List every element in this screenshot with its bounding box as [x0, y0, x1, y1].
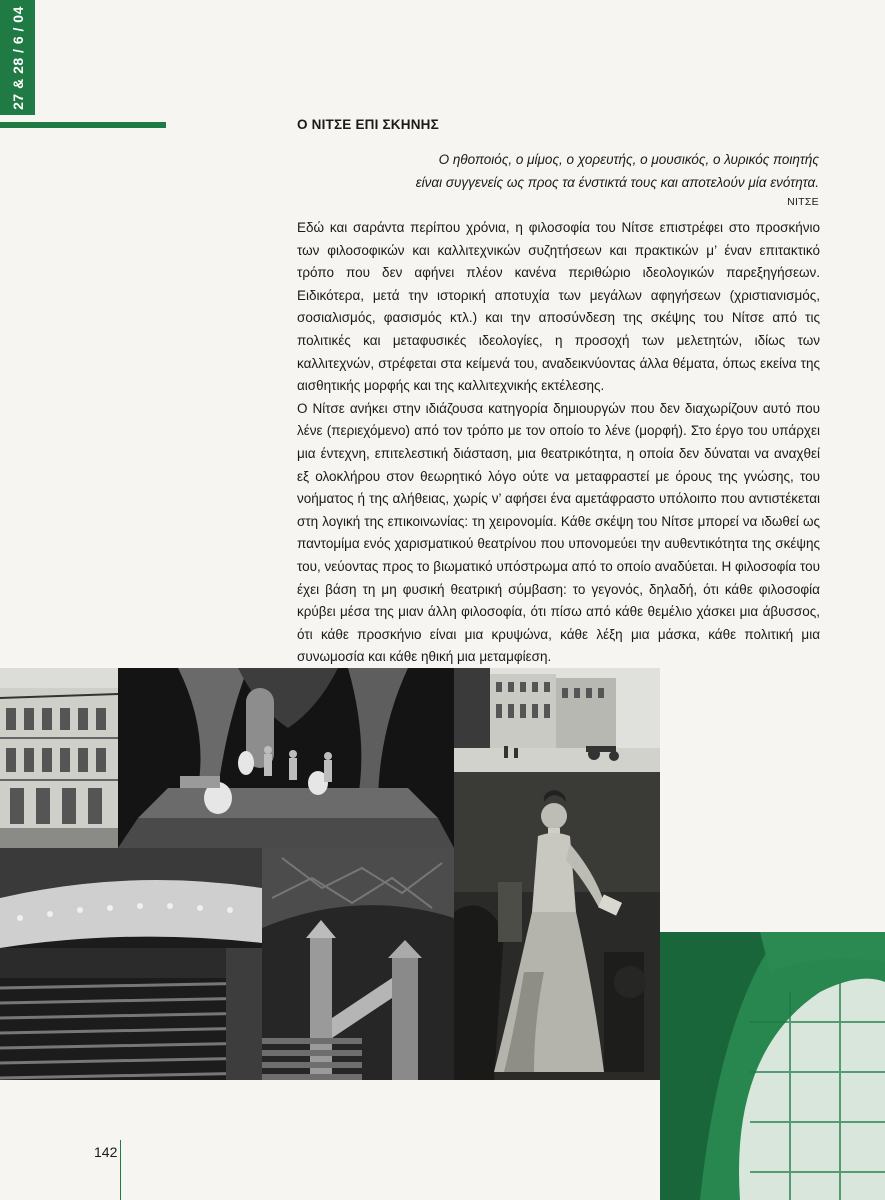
page-number-rule [120, 1140, 121, 1200]
header-rule [0, 122, 166, 128]
photo-theater-auditorium [0, 848, 262, 1080]
body-paragraph-2: Ο Νίτσε ανήκει στην ιδιάζουσα κατηγορία δημιουργών που δεν διαχωρίζουν αυτό που λένε (περιεχόμενο) από τον τρόπο με τον οποίο το λένε (μορφή). Στο έργο του υπάρχει μια έντεχνη, επιτελεστική διάσταση, μια θεατρικότητα, η οποία δεν δύναται να αναχθεί εξ ολοκλήρου στον θεωρητικό λόγο ούτε να μεταφραστεί με όρους της γνώσης, του νοήματος ή της αλήθειας, χωρίς ν’ αφήσει ένα αμετάφραστο υπόλοιπο που αντιστέκεται στη λογική της επικοινωνίας: τη χειρονομία. Κάθε σκέψη του Νίτσε μπορεί να ιδωθεί ως παντομίμα ενός χαρισματικού θεατρίνου που υπονομεύει την αυθεντικότητα της σκέψης του, νεύοντας προς το βιωματικό υπόστρωμα από το οποίο αναδύεται. Η φιλοσοφία του έχει βάση τη μη φυσική θεατρική σύμβαση: το γεγονός, δηλαδή, ότι κάθε φιλοσοφία κρύβει μέσα της μιαν άλλη φιλοσοφία, ότι πίσω από κάθε θεμέλιο χάσκει μια άβυσσος, ότι κάθε προσκήνιο είναι μια κρυψώνα, κάθε λέξη μια μάσκα, κάθε πολιτική μια συνωμοσία και κάθε ηθική μια μεταμφίεση. [297, 400, 820, 665]
photo-building-sketch [0, 668, 118, 848]
article-body [297, 217, 820, 669]
epigraph-line-1: Ο ηθοποιός, ο μίμος, ο χορευτής, ο μουσικός, ο λυρικός ποιητής [438, 152, 819, 167]
page-number: 142 [94, 1144, 118, 1160]
photo-grand-staircase [262, 848, 454, 1080]
epigraph-author: ΝΙΤΣΕ [787, 196, 819, 208]
body-paragraph-1: Εδώ και σαράντα περίπου χρόνια, η φιλοσοφία του Νίτσε επιστρέφει στο προσκήνιο των φιλοσοφικών και καλλιτεχνικών συζητήσεων και πρακτικών μ’ έναν επιτακτικό τρόπο που δεν αφήνει πλέον κανένα περιθώριο ιδεολογικών παρεξηγήσεων. Ειδικότερα, μετά την ιστορική αποτυχία των μεγάλων αφηγήσεων (χριστιανισμός, σοσιαλισμός, φασισμός κτλ.) και την αποσύνδεση της σκέψης του Νίτσε από τις πολιτικές και μεταφυσικές ιδεολογίες, η προσοχή των μελετητών, ιδίως των καλλιτεχνών, στρέφεται στα κείμενά του, αναδεικνύοντας άλλα θέματα, όπως εκείνα της αισθητικής μορφής και της καλλιτεχνικής εκτέλεσης. [297, 220, 820, 394]
epigraph-line-2: είναι συγγενείς ως προς τα ένστικτά τους και αποτελούν μία ενότητα. [415, 175, 819, 190]
article-title: Ο ΝΙΤΣΕ ΕΠΙ ΣΚΗΝΗΣ [297, 117, 439, 132]
photo-stage-scene [118, 668, 454, 848]
photo-woman-portrait [454, 772, 660, 1080]
photo-street-engraving [454, 668, 660, 772]
date-tab [0, 0, 35, 115]
photo-green-window [660, 932, 885, 1200]
epigraph [330, 148, 819, 194]
date-label: 27 & 28 / 6 / 04 [9, 5, 26, 110]
